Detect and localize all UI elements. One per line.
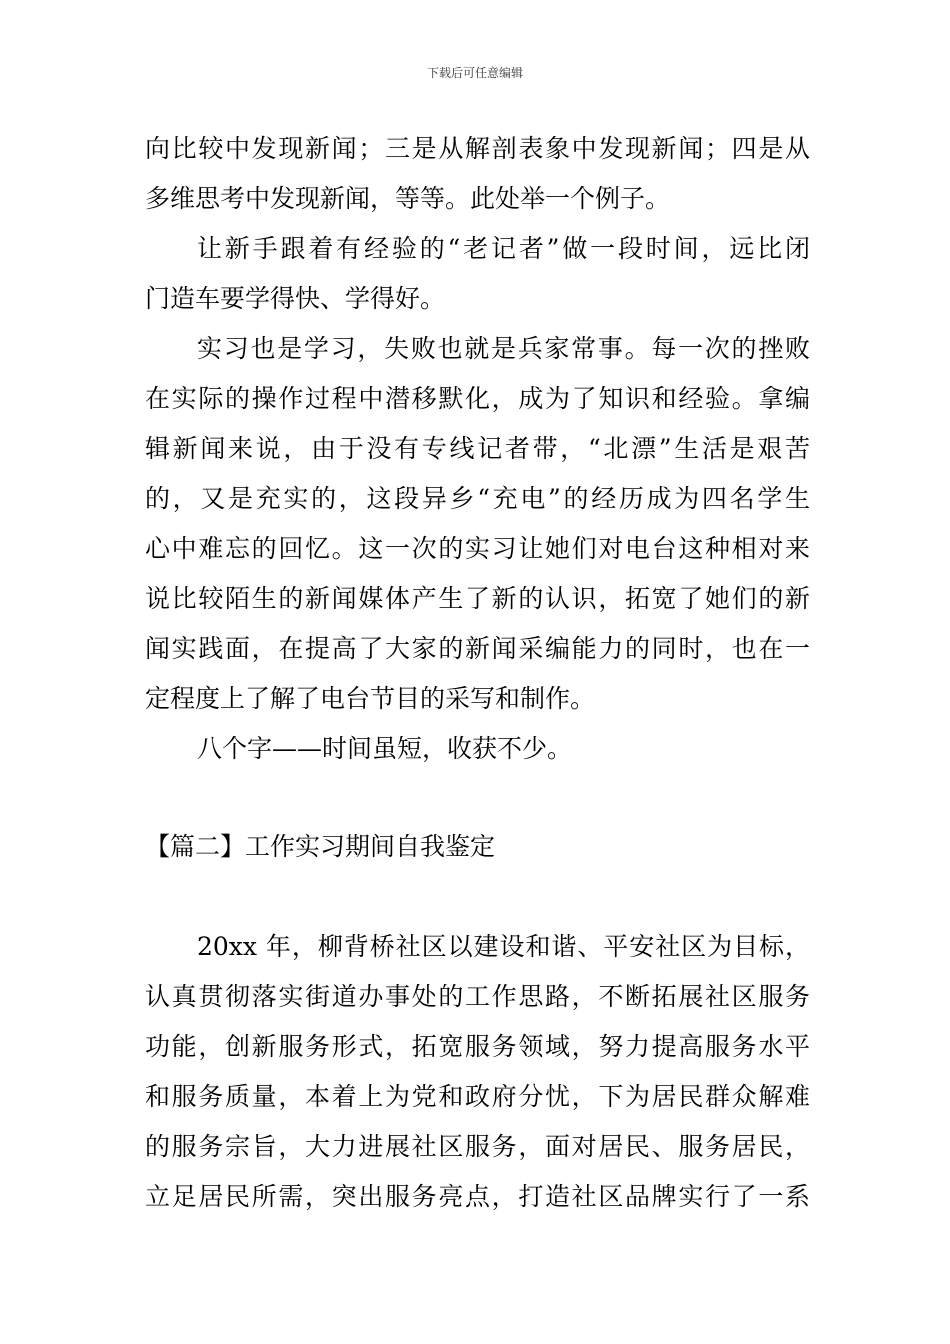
paragraph-line: 20xx 年，柳背桥社区以建设和谐、平安社区为目标， [197,932,810,961]
paragraph-line: 功能，创新服务形式，拓宽服务领域，努力提高服务水平 [145,1032,810,1061]
section-heading: 【篇二】工作实习期间自我鉴定 [145,832,496,861]
paragraph-line: 向比较中发现新闻；三是从解剖表象中发现新闻；四是从 [145,134,810,163]
paragraph-line: 立足居民所需，突出服务亮点，打造社区品牌实行了一系 [145,1182,810,1211]
page-header-note: 下载后可任意编辑 [426,66,523,80]
paragraph-line: 在实际的操作过程中潜移默化，成为了知识和经验。拿编 [145,384,810,413]
paragraph-line: 和服务质量，本着上为党和政府分忧，下为居民群众解难 [145,1082,810,1111]
paragraph-line: 说比较陌生的新闻媒体产生了新的认识，拓宽了她们的新 [145,584,810,613]
paragraph-line: 辑新闻来说，由于没有专线记者带，“北漂”生活是艰苦 [145,434,810,463]
paragraph-line: 的，又是充实的，这段异乡“充电”的经历成为四名学生 [145,484,810,513]
paragraph-line: 让新手跟着有经验的“老记者”做一段时间，远比闭 [197,234,810,263]
paragraph-line: 认真贯彻落实街道办事处的工作思路，不断拓展社区服务 [145,982,810,1011]
paragraph-line: 实习也是学习，失败也就是兵家常事。每一次的挫败 [197,334,810,363]
paragraph-line: 定程度上了解了电台节目的采写和制作。 [145,684,596,713]
paragraph-line: 心中难忘的回忆。这一次的实习让她们对电台这种相对来 [145,534,810,563]
paragraph-line: 多维思考中发现新闻，等等。此处举一个例子。 [145,184,671,213]
paragraph-line: 八个字——时间虽短，收获不少。 [197,734,573,763]
paragraph-line: 的服务宗旨，大力进展社区服务，面对居民、服务居民， [145,1132,810,1161]
paragraph-line: 闻实践面，在提高了大家的新闻采编能力的同时，也在一 [145,634,810,663]
paragraph-line: 门造车要学得快、学得好。 [145,284,446,313]
